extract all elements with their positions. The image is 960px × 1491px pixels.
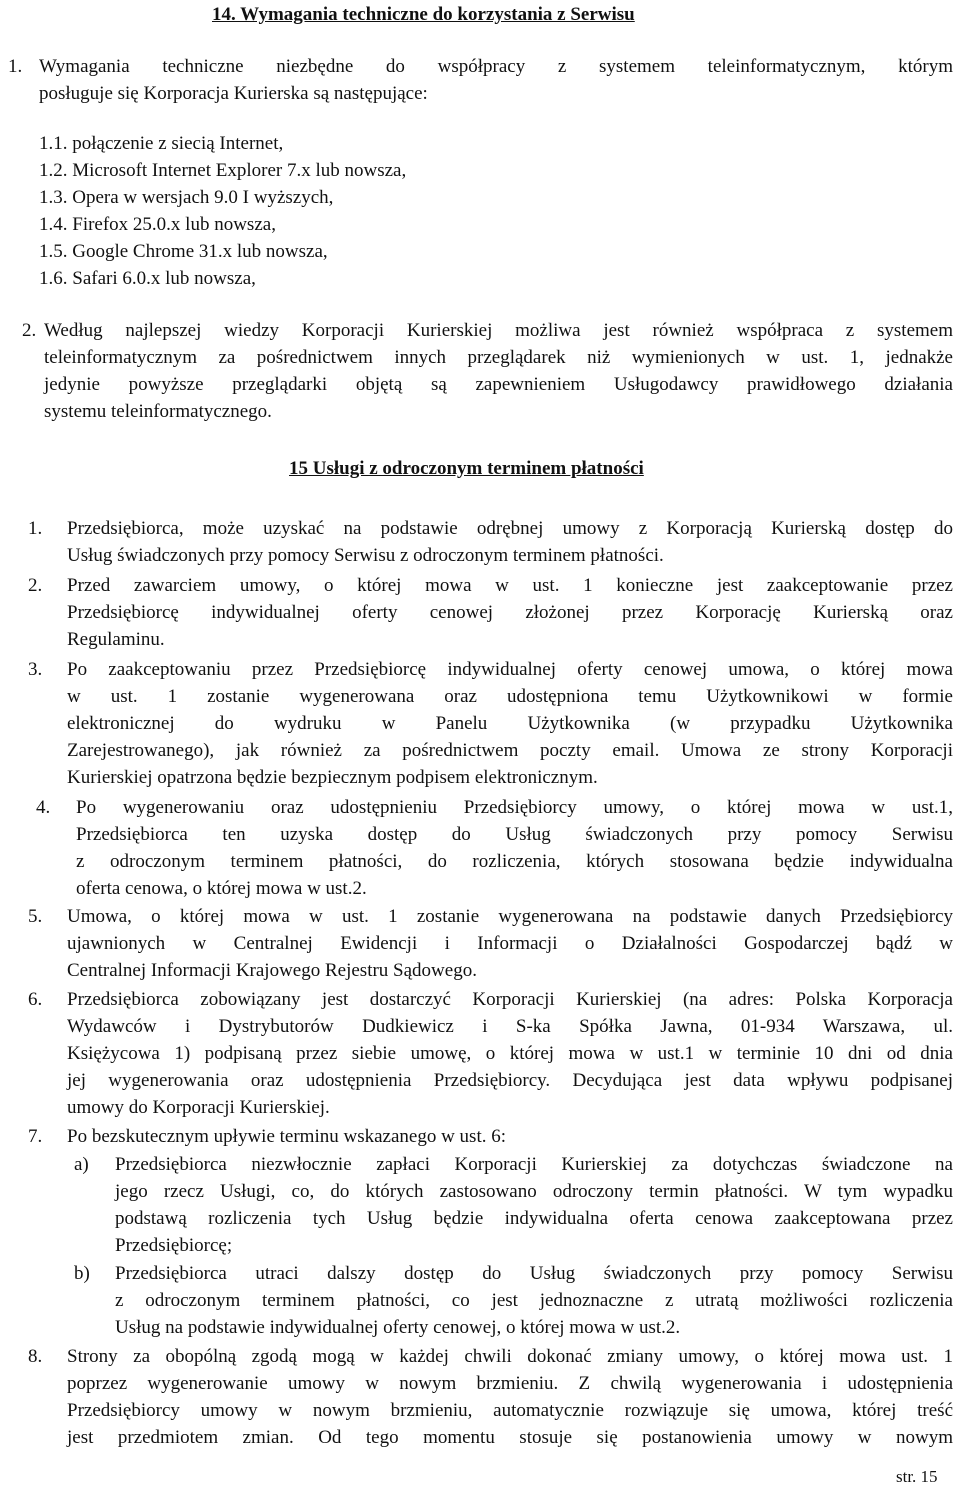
section-14-title: 14. Wymagania techniczne do korzystania z Serwisu [212, 4, 635, 25]
item-line: Wydawców i Dystrybutorów Dudkiewicz i S-ka Spółka Jawna, 01-934 Warszawa, ul. [67, 1016, 953, 1037]
item-number: 2. [28, 575, 43, 596]
item-line: ujawnionych w Centralnej Ewidencji i Informacji o Działalności Gospodarczej bądź w [67, 933, 953, 954]
item-number: 3. [28, 659, 43, 680]
p1-number: 1. [8, 56, 23, 77]
item-line: Przedsiębiorca, może uzyskać na podstawie odrębnej umowy z Korporacją Kurierską dostęp do [67, 518, 953, 539]
requirement-item: 1.2. Microsoft Internet Explorer 7.x lub nowsza, [39, 160, 407, 181]
item-number: 6. [28, 989, 43, 1010]
item-line: oferta cenowa, o której mowa w ust.2. [76, 878, 367, 899]
item-line: jest przedmiotem zmian. Od tego momentu stosuje się postanowienia umowy w nowym [67, 1427, 953, 1448]
p2-line: jedynie powyższe przeglądarki objętą są zapewnieniem Usługodawcy prawidłowego działania [44, 374, 953, 395]
subitem-line: Usług na podstawie indywidualnej oferty cenowej, o której mowa w ust.2. [115, 1317, 681, 1338]
item-line: Strony za obopólną zgodą mogą w każdej chwili dokonać zmiany umowy, o której mowa ust. 1 [67, 1346, 953, 1367]
item-line: Po bezskutecznym upływie terminu wskazanego w ust. 6: [67, 1126, 507, 1147]
item-line: Umowa, o której mowa w ust. 1 zostanie wygenerowana na podstawie danych Przedsiębiorcy [67, 906, 953, 927]
requirement-item: 1.4. Firefox 25.0.x lub nowsza, [39, 214, 276, 235]
subitem-line: Przedsiębiorca utraci dalszy dostęp do Usług świadczonych przy pomocy Serwisu [115, 1263, 953, 1284]
p1-line: posługuje się Korporacja Kurierska są następujące: [39, 83, 428, 104]
item-line: Przed zawarciem umowy, o której mowa w ust. 1 konieczne jest zaakceptowanie przez [67, 575, 953, 596]
item-line: umowy do Korporacji Kurierskiej. [67, 1097, 330, 1118]
section-15-title: 15 Usługi z odroczonym terminem płatności [289, 458, 644, 479]
p2-line: teleinformatycznym za pośrednictwem innych przeglądarek niż wymienionych w ust. 1, jednakże [44, 347, 953, 368]
item-line: z odroczonym terminem płatności, do rozliczenia, których stosowana będzie indywidualna [76, 851, 953, 872]
p2-line: systemu teleinformatycznego. [44, 401, 272, 422]
subitem-line: podstawą rozliczenia tych Usług będzie indywidualna oferta cenowa zaakceptowana przez [115, 1208, 953, 1229]
subitem-line: Przedsiębiorca niezwłocznie zapłaci Korporacji Kurierskiej za dotychczas świadczone na [115, 1154, 953, 1175]
subitem-line: jego rzecz Usługi, co, do których zastosowano odroczony termin płatności. W tym wypadku [115, 1181, 953, 1202]
item-line: Zarejestrowanego), jak również za pośrednictwem poczty email. Umowa ze strony Korporacji [67, 740, 953, 761]
requirement-item: 1.1. połączenie z siecią Internet, [39, 133, 284, 154]
item-line: jej wygenerowania oraz udostępnienia Przedsiębiorcy. Decydująca jest data wpływu podpisanej [67, 1070, 953, 1091]
requirement-item: 1.6. Safari 6.0.x lub nowsza, [39, 268, 256, 289]
item-number: 7. [28, 1126, 43, 1147]
subitem-label: b) [74, 1263, 90, 1284]
item-number: 1. [28, 518, 43, 539]
item-line: poprzez wygenerowanie umowy w nowym brzmieniu. Z chwilą wygenerowania i udostępnienia [67, 1373, 953, 1394]
item-line: Po zaakceptowaniu przez Przedsiębiorcę indywidualnej oferty cenowej umowa, o której mowa [67, 659, 953, 680]
item-line: Po wygenerowaniu oraz udostępnieniu Przedsiębiorcy umowy, o której mowa w ust.1, [76, 797, 953, 818]
p2-line: Według najlepszej wiedzy Korporacji Kurierskiej możliwa jest również współpraca z systemem [44, 320, 953, 341]
requirement-item: 1.3. Opera w wersjach 9.0 I wyższych, [39, 187, 334, 208]
p1-line: Wymagania techniczne niezbędne do współpracy z systemem teleinformatycznym, którym [39, 56, 953, 77]
item-line: Przedsiębiorcę indywidualnej oferty cenowej złożonej przez Korporację Kurierską oraz [67, 602, 953, 623]
item-line: Centralnej Informacji Krajowego Rejestru Sądowego. [67, 960, 477, 981]
subitem-line: Przedsiębiorcę; [115, 1235, 233, 1256]
item-number: 5. [28, 906, 43, 927]
requirement-item: 1.5. Google Chrome 31.x lub nowsza, [39, 241, 328, 262]
item-line: Usług świadczonych przy pomocy Serwisu z odroczonym terminem płatności. [67, 545, 664, 566]
item-line: elektronicznej do wydruku w Panelu Użytkownika (w przypadku Użytkownika [67, 713, 953, 734]
item-line: Przedsiębiorcy umowy w nowym brzmieniu, automatycznie rozwiązuje się umowa, której treść [67, 1400, 953, 1421]
item-line: Przedsiębiorca ten uzyska dostęp do Usług świadczonych przy pomocy Serwisu [76, 824, 953, 845]
item-line: Księżycowa 1) podpisaną przez siebie umowę, o której mowa w ust.1 w terminie 10 dni od dnia [67, 1043, 953, 1064]
item-line: Regulaminu. [67, 629, 165, 650]
item-number: 8. [28, 1346, 43, 1367]
page-number: str. 15 [896, 1467, 938, 1486]
item-number: 4. [36, 797, 51, 818]
p2-number: 2. [22, 320, 37, 341]
subitem-label: a) [74, 1154, 89, 1175]
item-line: w ust. 1 zostanie wygenerowana oraz udostępniona temu Użytkownikowi w formie [67, 686, 953, 707]
subitem-line: z odroczonym terminem płatności, co jest jednoznaczne z utratą możliwości rozliczenia [115, 1290, 953, 1311]
item-line: Przedsiębiorca zobowiązany jest dostarczyć Korporacji Kurierskiej (na adres: Polska Korporacja [67, 989, 953, 1010]
item-line: Kurierskiej opatrzona będzie bezpiecznym podpisem elektronicznym. [67, 767, 598, 788]
